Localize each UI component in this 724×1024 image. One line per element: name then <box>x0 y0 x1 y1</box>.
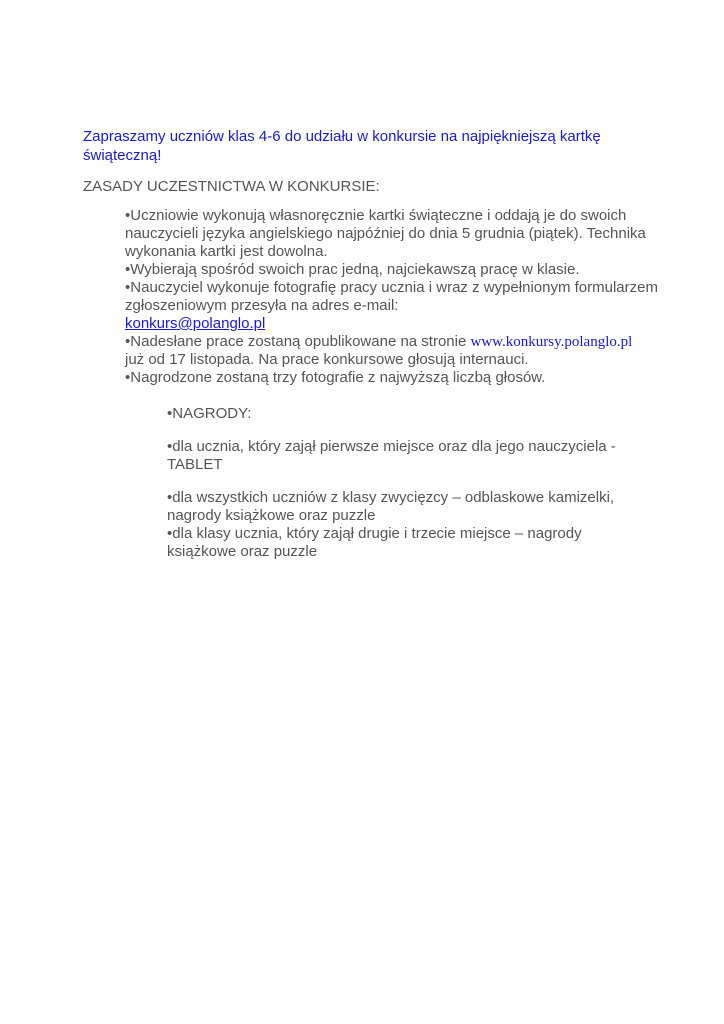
bullet-icon: • <box>125 369 131 386</box>
bullet-icon: • <box>167 438 173 455</box>
prize-item <box>167 438 647 474</box>
rule-text: Uczniowie wykonują własnoręcznie kartki świąteczne i oddają je do swoich nauczycieli języka angielskiego najpóźniej do dnia 5 grudnia (piątek). Technika wykonania kartki jest dowolna. <box>125 207 646 260</box>
prize-text: dla wszystkich uczniów z klasy zwycięzcy – odblaskowe kamizelki, nagrody książkowe oraz puzzle <box>167 489 615 524</box>
bullet-icon: • <box>125 207 131 224</box>
intro-text: Zapraszamy uczniów klas 4-6 do udziału w konkursie na najpiękniejszą kartkę świąteczną! <box>83 128 601 164</box>
prizes-heading: •NAGRODY: <box>167 405 252 422</box>
rule-text: już od 17 listopada. Na prace konkursowe głosują internauci. <box>125 351 529 368</box>
bullet-icon: • <box>125 261 131 278</box>
rule-item <box>125 261 665 279</box>
bullet-icon: • <box>125 279 131 296</box>
prize-item <box>167 489 647 525</box>
rule-text: Nadesłane prace zostaną opublikowane na stronie <box>130 333 467 350</box>
bullet-icon: • <box>167 405 173 422</box>
prize-text: dla klasy ucznia, który zajął drugie i trzecie miejsce – nagrody książkowe oraz puzzle <box>167 525 582 560</box>
rules-list <box>125 207 665 387</box>
rule-item <box>125 369 665 387</box>
bullet-icon: • <box>125 333 131 350</box>
bullet-icon: • <box>167 525 173 542</box>
email-link[interactable]: konkurs@polanglo.pl <box>125 315 266 332</box>
prize-item <box>167 525 647 561</box>
website-link[interactable]: www.konkursy.polanglo.pl <box>470 334 633 350</box>
rules-heading: ZASADY UCZESTNICTWA W KONKURSIE: <box>83 178 380 195</box>
rule-text: Nagrodzone zostaną trzy fotografie z najwyższą liczbą głosów. <box>130 369 546 386</box>
bullet-icon: • <box>167 489 173 506</box>
rule-item <box>125 279 665 333</box>
prizes-section <box>167 405 647 561</box>
rule-text: Nauczyciel wykonuje fotografię pracy ucznia i wraz z wypełnionym formularzem zgłoszeniowym przesyła na adres e-mail: <box>125 279 658 314</box>
prize-text: dla ucznia, który zajął pierwsze miejsce oraz dla jego nauczyciela - TABLET <box>167 438 616 473</box>
rule-item <box>125 207 665 261</box>
rule-item <box>125 333 665 369</box>
rule-text: Wybierają spośród swoich prac jedną, najciekawszą pracę w klasie. <box>130 261 580 278</box>
